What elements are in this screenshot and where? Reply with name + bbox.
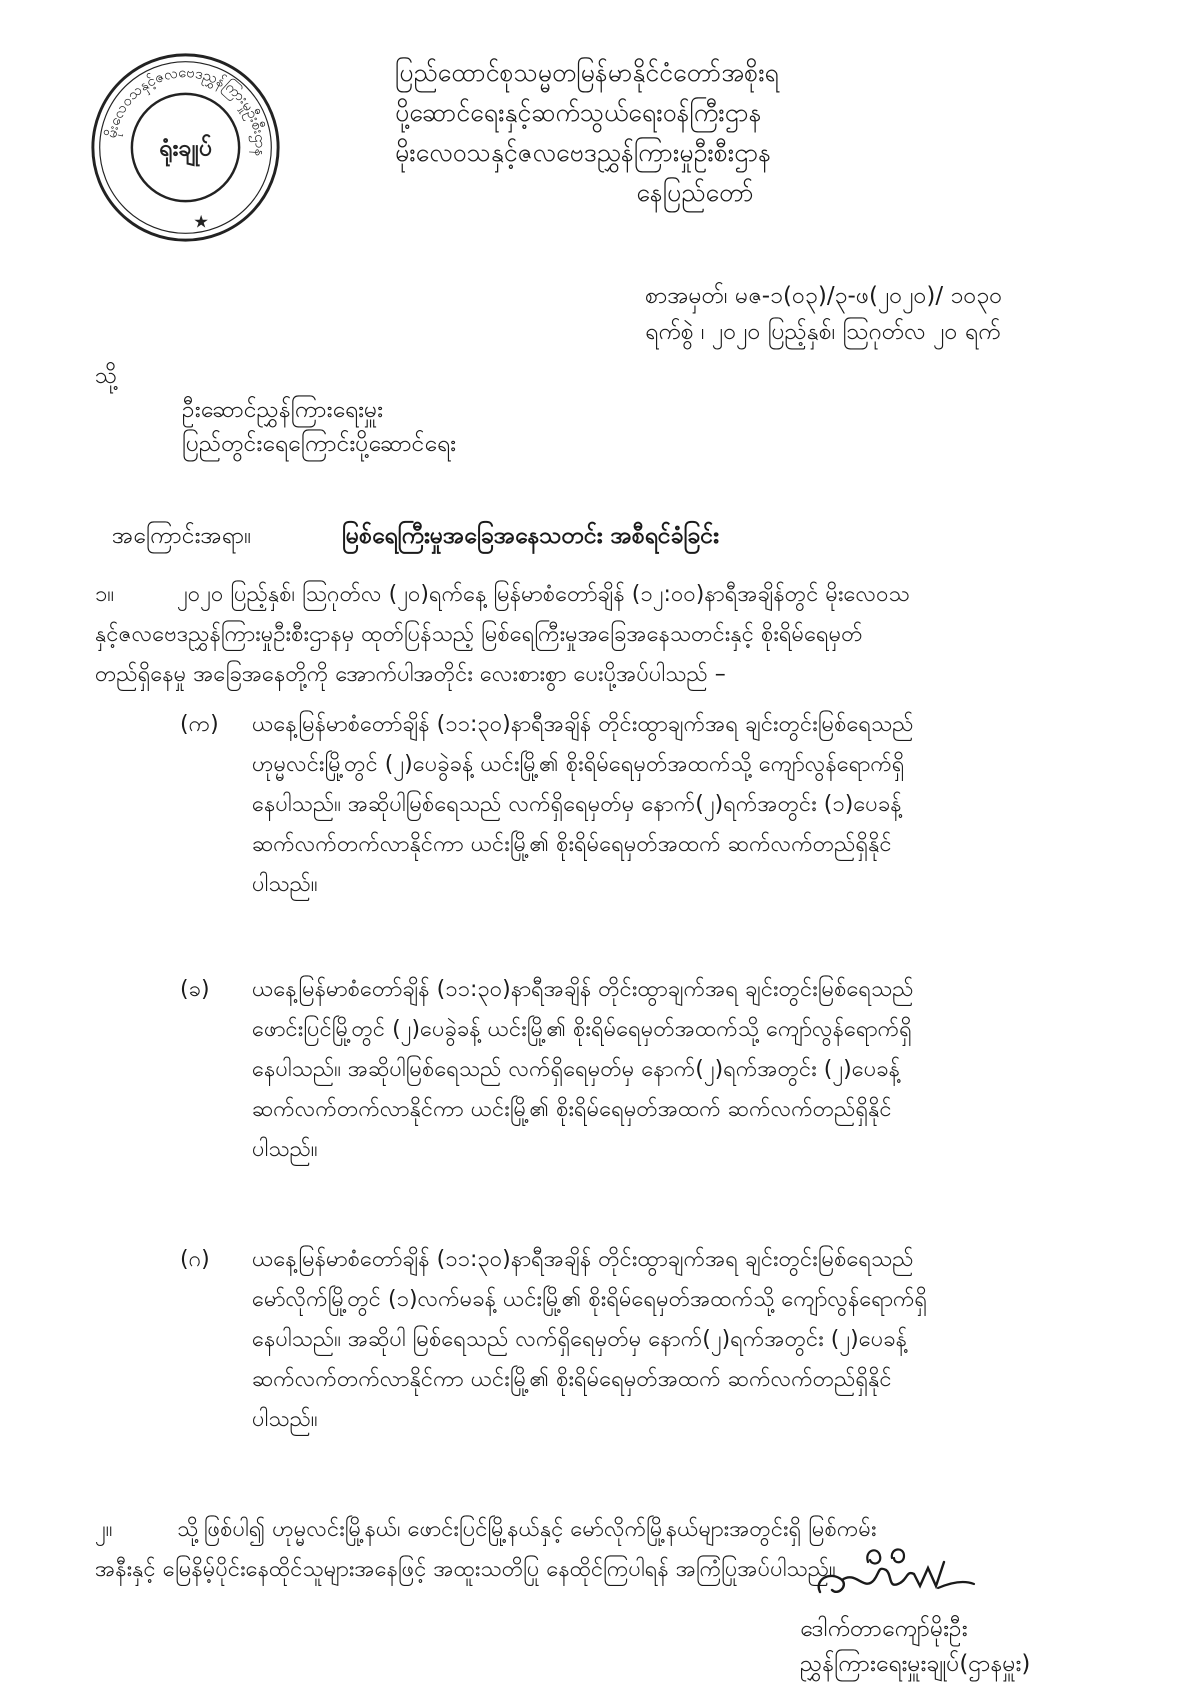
seal-center-text: ရုံးချုပ် — [159, 133, 212, 162]
item-line: ပါသည်။ — [252, 1407, 318, 1432]
paragraph-line: နှင့်ဇလဗေဒညွှန်ကြားမှုဦးစီးဌာနမှ ထုတ်ပြန်သည့် မြစ်ရေကြီးမှုအခြေအနေသတင်းနှင့် စိုးရိမ်ရေမှတ် — [95, 622, 863, 647]
paragraph-line: သို့ဖြစ်ပါ၍ ဟုမ္မလင်းမြို့နယ်၊ ဖောင်းပြင်မြို့နယ်နှင့် မော်လိုက်မြို့နယ်များအတွင်းရှိ မြစ်ကမ်း — [177, 1517, 877, 1542]
signatory-name: ဒေါက်တာကျော်မိုးဦး — [800, 1616, 968, 1642]
paragraph-number: ၂။ — [95, 1517, 113, 1542]
item-line: နေပါသည်။ အဆိုပါ မြစ်ရေသည် လက်ရှိရေမှတ်မှ နောက်(၂)ရက်အတွင်း (၂)ပေခန့် — [252, 1327, 908, 1352]
header-government: ပြည်ထောင်စုသမ္မတမြန်မာနိုင်ငံတော်အစိုးရ — [395, 58, 779, 87]
header-ministry: ပို့ဆောင်ရေးနှင့်ဆက်သွယ်ရေးဝန်ကြီးဌာန — [395, 98, 762, 127]
header-department: မိုးလေဝသနှင့်ဇလဗေဒညွှန်ကြားမှုဦးစီးဌာန — [395, 138, 772, 167]
item-line: နေပါသည်။ အဆိုပါမြစ်ရေသည် လက်ရှိရေမှတ်မှ နောက်(၂)ရက်အတွင်း (၂)ပေခန့် — [252, 1057, 901, 1082]
letterhead — [395, 58, 995, 218]
item-line: ဖောင်းပြင်မြို့တွင် (၂)ပေခွဲခန့် ယင်းမြို့၏ စိုးရိမ်ရေမှတ်အထက်သို့ ကျော်လွန်ရောက်ရှိ — [252, 1017, 912, 1042]
paragraph-line: အနီးနှင့် မြေနိမ့်ပိုင်းနေထိုင်သူများအနေဖြင့် အထူးသတိပြု နေထိုင်ကြပါရန် အကြံပြုအပ်ပါသည်။ — [95, 1557, 836, 1582]
item-line: ဟုမ္မလင်းမြို့တွင် (၂)ပေခွဲခန့် ယင်းမြို့၏ စိုးရိမ်ရေမှတ်အထက်သို့ ကျော်လွန်ရောက်ရှိ — [252, 752, 905, 777]
paragraph-line: ၂၀၂၀ ပြည့်နှစ်၊ ဩဂုတ်လ (၂၀)ရက်နေ့ မြန်မာစံတော်ချိန် (၁၂:၀၀)နာရီအချိန်တွင် မိုးလေဝသ — [177, 582, 910, 607]
header-city: နေပြည်တော် — [636, 178, 754, 207]
item-label: (ခ) — [180, 977, 210, 1002]
handwritten-signature-icon — [808, 1540, 978, 1610]
item-line: ယနေ့မြန်မာစံတော်ချိန် (၁၁:၃၀)နာရီအချိန် တိုင်းထွာချက်အရ ချင်းတွင်းမြစ်ရေသည် — [252, 712, 914, 737]
paragraph-1 — [95, 575, 1115, 695]
subject-text: မြစ်ရေကြီးမှုအခြေအနေသတင်း အစီရင်ခံခြင်း — [342, 523, 719, 549]
item-line: ယနေ့မြန်မာစံတော်ချိန် (၁၁:၃၀)နာရီအချိန် တိုင်းထွာချက်အရ ချင်းတွင်းမြစ်ရေသည် — [252, 1247, 914, 1272]
item-line: နေပါသည်။ အဆိုပါမြစ်ရေသည် လက်ရှိရေမှတ်မှ နောက်(၂)ရက်အတွင်း (၁)ပေခန့် — [252, 792, 902, 817]
paragraph-line: တည်ရှိနေမှု အခြေအနေတို့ကို အောက်ပါအတိုင်း လေးစားစွာ ပေးပို့အပ်ပါသည် – — [95, 662, 726, 687]
seal-star-icon: ★ — [193, 212, 209, 233]
item-line: ဆက်လက်တက်လာနိုင်ကာ ယင်းမြို့၏ စိုးရိမ်ရေမှတ်အထက် ဆက်လက်တည်ရှိနိုင် — [252, 832, 892, 857]
item-line: ယနေ့မြန်မာစံတော်ချိန် (၁၁:၃၀)နာရီအချိန် တိုင်းထွာချက်အရ ချင်းတွင်းမြစ်ရေသည် — [252, 977, 914, 1002]
to-label: သို့ — [95, 363, 118, 389]
reference-date: ရက်စွဲ ၊ ၂၀၂၀ ပြည့်နှစ်၊ ဩဂုတ်လ ၂၀ ရက် — [645, 319, 1001, 345]
item-label: (ဂ) — [180, 1247, 210, 1272]
item-line: ဆက်လက်တက်လာနိုင်ကာ ယင်းမြို့၏ စိုးရိမ်ရေမှတ်အထက် ဆက်လက်တည်ရှိနိုင် — [252, 1367, 892, 1392]
item-line: ဆက်လက်တက်လာနိုင်ကာ ယင်းမြို့၏ စိုးရိမ်ရေမှတ်အထက် ဆက်လက်တည်ရှိနိုင် — [252, 1097, 892, 1122]
subject-label: အကြောင်းအရာ။ — [112, 523, 252, 549]
signatory-title: ညွှန်ကြားရေးမှူးချုပ်(ဌာနမှူး) — [800, 1651, 1031, 1677]
item-line: ပါသည်။ — [252, 872, 318, 897]
item-label: (က) — [180, 712, 219, 737]
recipient-title: ဦးဆောင်ညွှန်ကြားရေးမှူး — [182, 397, 383, 423]
seal-ring-text: မိုးလေဝသနှင့်ဇလဗေဒညွှန်ကြားမှုဦးစီးဌာန — [102, 64, 269, 157]
item-line: ပါသည်။ — [252, 1137, 318, 1162]
recipient-office: ပြည်တွင်းရေကြောင်းပို့ဆောင်ရေး — [182, 431, 456, 457]
item-line: မော်လိုက်မြို့တွင် (၁)လက်မခန့် ယင်းမြို့၏ စိုးရိမ်ရေမှတ်အထက်သို့ ကျော်လွန်ရောက်ရှိ — [252, 1287, 928, 1312]
paragraph-number: ၁။ — [95, 582, 115, 607]
reference-number: စာအမှတ်၊ မဇ-၁(၀၃)/၃-ဖ(၂၀၂၀)/ ၁၀၃၀ — [645, 283, 1003, 309]
official-seal-icon — [88, 50, 283, 245]
